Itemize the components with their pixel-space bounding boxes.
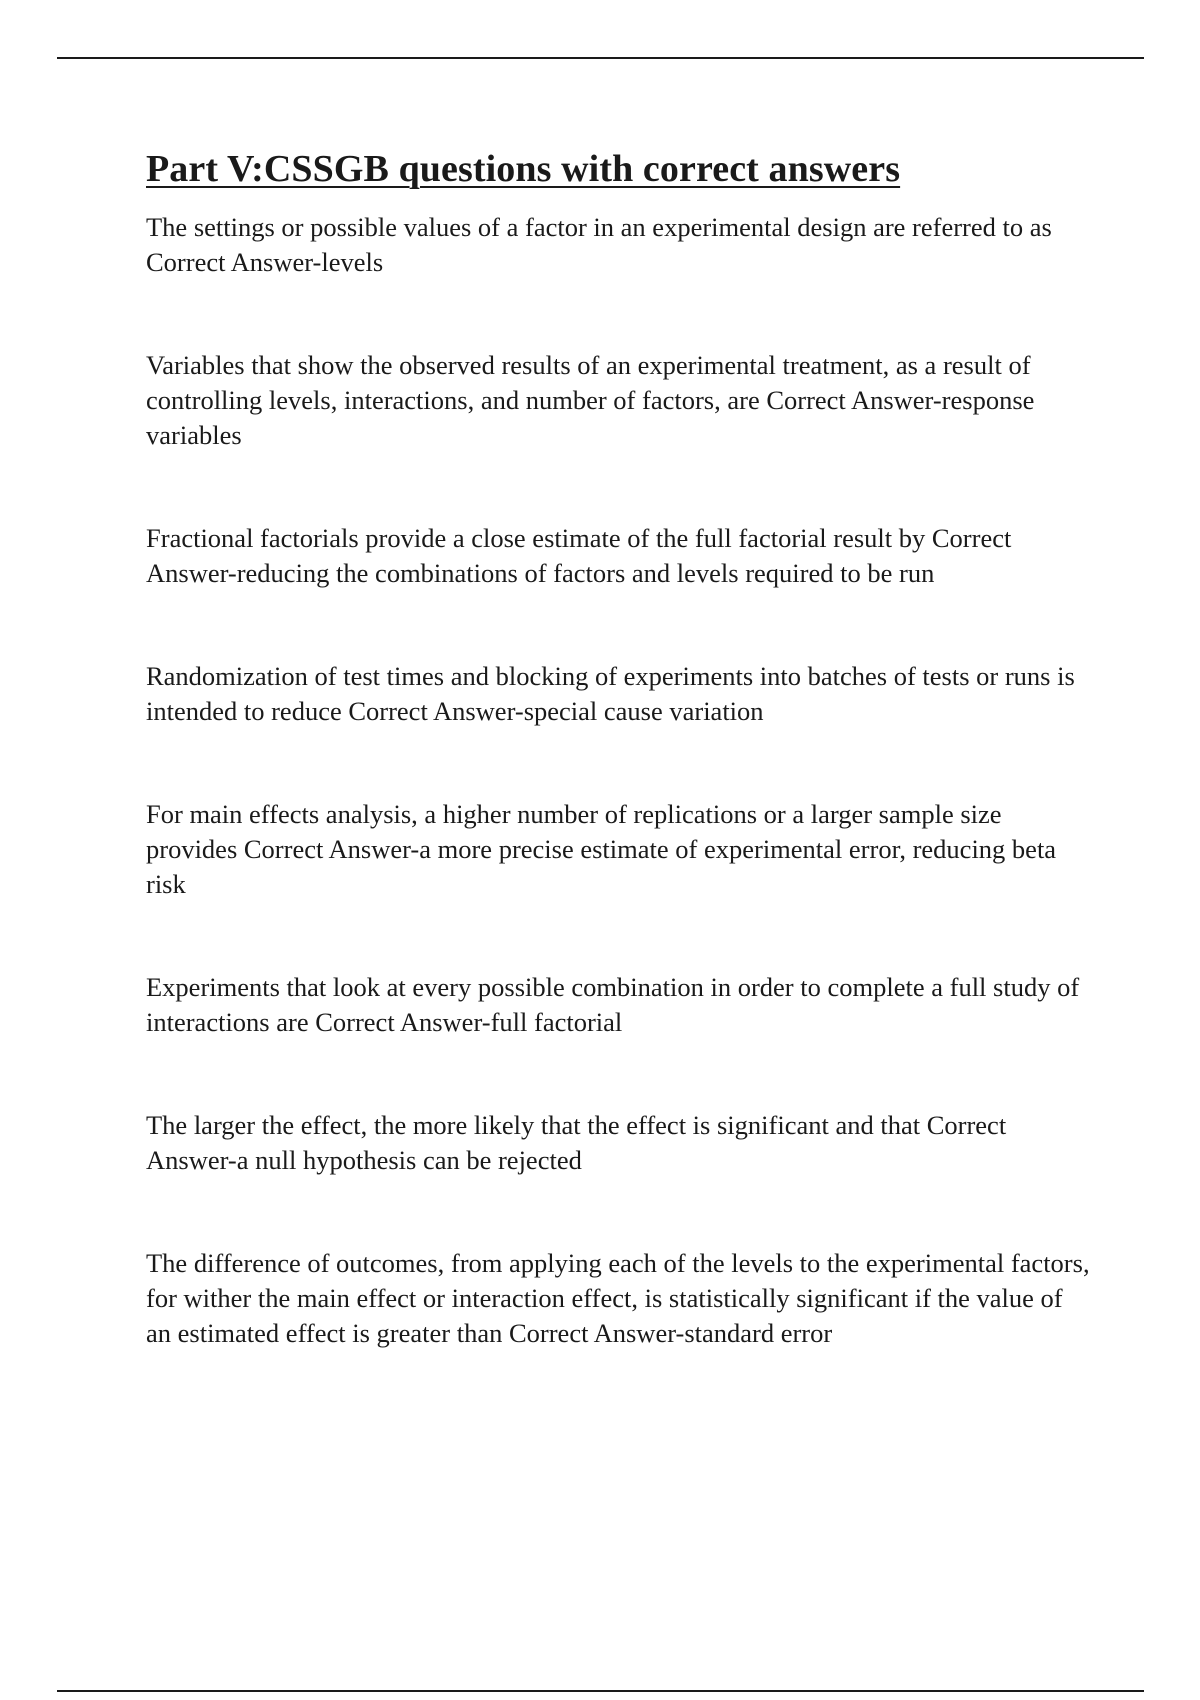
qa-list <box>146 210 1091 1351</box>
qa-item: Randomization of test times and blocking of experiments into batches of tests or runs is intended to reduce Correct Answer-special cause variation <box>146 661 1075 726</box>
qa-item: The larger the effect, the more likely that the effect is significant and that Correct Answer-a null hypothesis can be rejected <box>146 1110 1007 1175</box>
qa-item: The difference of outcomes, from applying each of the levels to the experimental factors, for wither the main effect or interaction effect, is statistically significant if the value of an estimated effect is greater than Correct Answer-standard error <box>146 1248 1090 1348</box>
qa-item: The settings or possible values of a factor in an experimental design are referred to as Correct Answer-levels <box>146 212 1052 277</box>
qa-item: Fractional factorials provide a close estimate of the full factorial result by Correct Answer-reducing the combinations of factors and levels required to be run <box>146 523 1012 588</box>
top-divider <box>57 57 1144 59</box>
bottom-divider <box>57 1690 1144 1692</box>
qa-item: Experiments that look at every possible combination in order to complete a full study of interactions are Correct Answer-full factorial <box>146 972 1080 1037</box>
qa-item: For main effects analysis, a higher number of replications or a larger sample size provides Correct Answer-a more precise estimate of experimental error, reducing beta risk <box>146 799 1057 899</box>
qa-item: Variables that show the observed results of an experimental treatment, as a result of controlling levels, interactions, and number of factors, are Correct Answer-response variables <box>146 350 1035 450</box>
document-body <box>146 140 1091 1351</box>
page-title: Part V:CSSGB questions with correct answers <box>146 148 901 190</box>
